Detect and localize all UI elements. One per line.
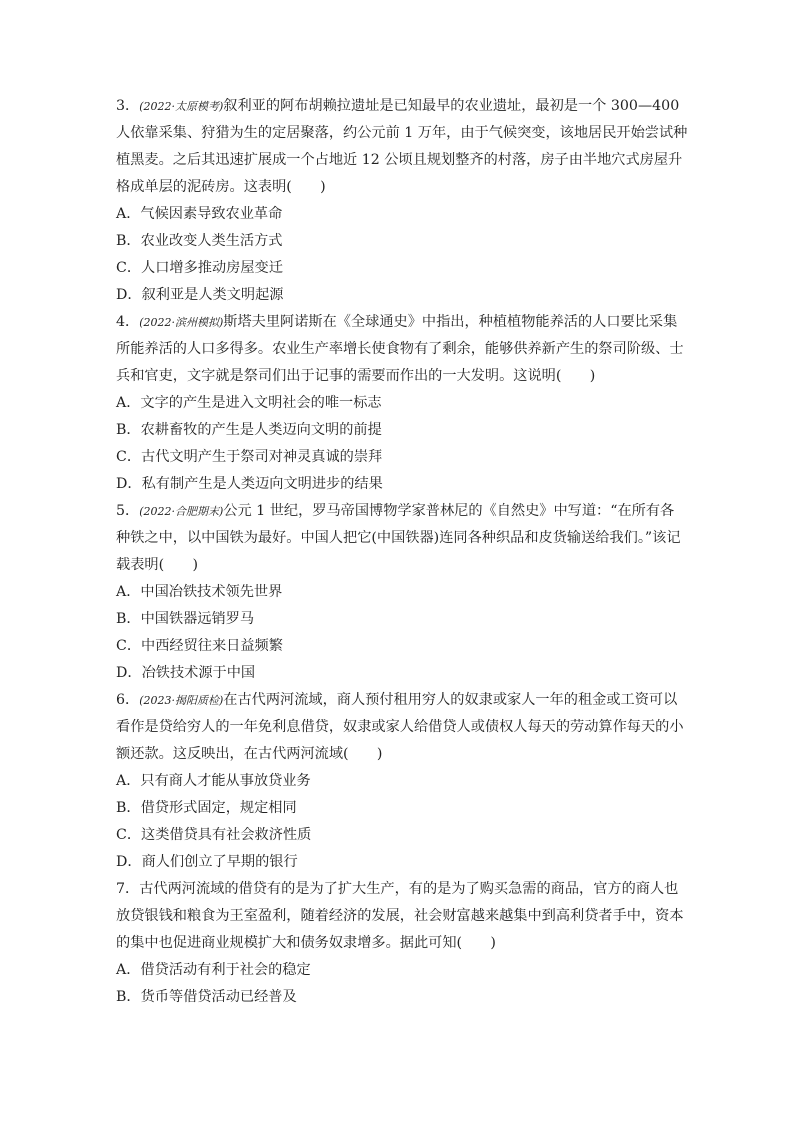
option-d: D．商人们创立了早期的银行 xyxy=(116,854,298,870)
option-b: B．中国铁器远销罗马 xyxy=(116,611,255,627)
question-3 xyxy=(116,93,688,309)
question-5 xyxy=(116,498,688,687)
option-c: C．这类借贷具有社会救济性质 xyxy=(116,827,312,843)
question-number: 7． xyxy=(116,881,140,897)
question-6 xyxy=(116,687,688,876)
question-stem xyxy=(116,309,688,390)
option-d: D．冶铁技术源于中国 xyxy=(116,665,256,681)
question-source: (2022·滨州模拟) xyxy=(139,316,224,329)
question-stem xyxy=(116,93,688,201)
option-c: C．中西经贸往来日益频繁 xyxy=(116,638,283,654)
question-number: 6． xyxy=(116,692,140,708)
option-a: A．文字的产生是进入文明社会的唯一标志 xyxy=(116,395,382,411)
question-text: 公元 1 世纪，罗马帝国博物学家普林尼的《自然史》中写道：“在所有各种铁之中，以中国铁为最好。中国人把它(中国铁器)连同各种织品和皮货输送给我们。”该记载表明( ) xyxy=(116,503,681,573)
question-stem xyxy=(116,687,688,768)
question-text: 在古代两河流域，商人预付租用穷人的奴隶或家人一年的租金或工资可以看作是贷给穷人的一年免利息借贷，奴隶或家人给借贷人或债权人每天的劳动算作每天的小额还款。这反映出，在古代两河流域( ) xyxy=(116,692,684,762)
option-c: C．人口增多推动房屋变迁 xyxy=(116,260,283,276)
question-number: 4． xyxy=(116,314,140,330)
option-c: C．古代文明产生于祭司对神灵真诚的崇拜 xyxy=(116,449,383,465)
option-b: B．货币等借贷活动已经普及 xyxy=(116,989,297,1005)
question-text: 古代两河流域的借贷有的是为了扩大生产，有的是为了购买急需的商品，官方的商人也放贷银钱和粮食为王室盈利，随着经济的发展，社会财富越来越集中到高利贷者手中，资本的集中也促进商业规模扩大和债务奴隶增多。据此可知( ) xyxy=(116,881,684,951)
question-number: 3． xyxy=(116,98,140,114)
option-d: D．叙利亚是人类文明起源 xyxy=(116,287,284,303)
question-source: (2022·合肥期末) xyxy=(139,505,224,518)
question-stem xyxy=(116,876,688,957)
option-b: B．农业改变人类生活方式 xyxy=(116,233,283,249)
option-a: A．中国冶铁技术领先世界 xyxy=(116,584,283,600)
option-a: A．只有商人才能从事放贷业务 xyxy=(116,773,311,789)
option-b: B．农耕畜牧的产生是人类迈向文明的前提 xyxy=(116,422,382,438)
question-text: 斯塔夫里阿诺斯在《全球通史》中指出，种植植物能养活的人口要比采集所能养活的人口多得多。农业生产率增长使食物有了剩余，能够供养新产生的祭司阶级、士兵和官吏，文字就是祭司们出于记事的需要而作出的一大发明。这说明( ) xyxy=(116,314,684,384)
question-7 xyxy=(116,876,688,1011)
question-list xyxy=(116,93,688,1011)
question-4 xyxy=(116,309,688,498)
option-d: D．私有制产生是人类迈向文明进步的结果 xyxy=(116,476,383,492)
question-stem xyxy=(116,498,688,579)
option-b: B．借贷形式固定，规定相同 xyxy=(116,800,297,816)
option-a: A．借贷活动有利于社会的稳定 xyxy=(116,962,311,978)
option-a: A．气候因素导致农业革命 xyxy=(116,206,283,222)
question-number: 5． xyxy=(116,503,140,519)
question-source: (2023·揭阳质检) xyxy=(139,694,224,707)
question-text: 叙利亚的阿布胡赖拉遗址是已知最早的农业遗址，最初是一个 300—400 人依靠采集、狩猎为生的定居聚落，约公元前 1 万年，由于气候突变，该地居民开始尝试种植黑麦。之后其迅速扩展成一个占地近 12 公顷且规划整齐的村落，房子由半地穴式房屋升格成单层的泥砖房。这表明( ) xyxy=(116,98,688,195)
question-source: (2022·太原模考) xyxy=(139,100,224,113)
